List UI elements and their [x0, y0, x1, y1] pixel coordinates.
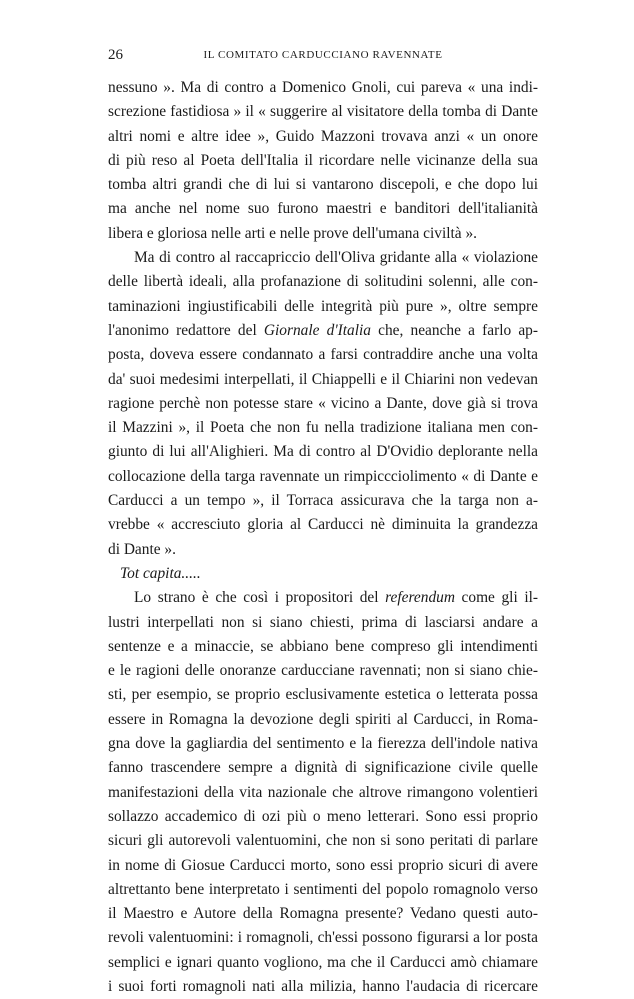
text-line: [108, 125, 538, 149]
text-run: sicuri gli autorevoli valentuomini, che non si sono peritati di parlare: [108, 832, 538, 850]
text-line: [108, 368, 538, 392]
text-run: essere in Romagna la devozione degli spiriti al Carducci, in Roma-: [108, 710, 538, 728]
text-run: in nome di Giosue Carducci morto, sono essi proprio sicuri di avere: [108, 856, 538, 874]
text-line: [108, 708, 538, 732]
text-run: altrettanto bene interpretato i sentimenti del popolo romagnolo verso: [108, 880, 538, 898]
text-line: [108, 805, 538, 829]
text-line: [108, 683, 538, 707]
text-line: [108, 100, 538, 124]
text-run: di più reso al Poeta dell'Italia il ricordare nelle vicinanze della sua: [108, 151, 538, 169]
text-run: posta, doveva essere condannato a farsi contraddire anche una volta: [108, 346, 538, 364]
text-run: il Maestro e Autore della Romagna presente? Vedano questi auto-: [108, 905, 538, 923]
text-run: altri nomi e altre idee », Guido Mazzoni trovava anzi « un onore: [108, 127, 538, 145]
text-run: ragione perchè non potesse stare « vicino a Dante, dove già si trova: [108, 394, 538, 412]
text-run: da' suoi medesimi interpellati, il Chiappelli e il Chiarini non vedevan: [108, 370, 538, 388]
text-line: [108, 440, 538, 464]
text-line: [108, 902, 538, 926]
text-line: [108, 538, 538, 562]
text-run: Lo strano è che così i propositori del: [134, 589, 386, 607]
text-run: Ma di contro al raccapriccio dell'Oliva gridante alla « violazione: [134, 249, 538, 267]
italic-text: Giornale d'Italia: [263, 321, 371, 339]
text-line: [108, 926, 538, 950]
text-run: gna dove la gagliardia del sentimento e la fierezza dell'indole nativa: [108, 735, 538, 753]
text-line: [108, 635, 538, 659]
page-header: [108, 46, 538, 66]
text-run: di Dante ».: [108, 540, 176, 558]
text-run: vrebbe « accresciuto gloria al Carducci nè diminuita la grandezza: [108, 516, 538, 534]
text-run: libera e gloriosa nelle arti e nelle prove dell'umana civiltà ».: [108, 224, 478, 242]
text-run: collocazione della targa ravennate un rimpiccciolimento « di Dante e: [108, 467, 538, 485]
text-line: [108, 975, 538, 999]
text-run: nessuno ». Ma di contro a Domenico Gnoli, cui pareva « una indi-: [108, 79, 538, 96]
running-head: IL COMITATO CARDUCCIANO RAVENNATE: [203, 49, 443, 61]
text-run: sentenze e a minaccie, se abbiano bene compreso gli intendimenti: [108, 637, 538, 655]
text-run: revoli valentuomini: i romagnoli, ch'essi possono figurarsi a lor posta: [108, 929, 538, 947]
text-run: il Mazzini », il Poeta che non fu nella tradizione italiana men con-: [108, 419, 538, 437]
text-line: [108, 878, 538, 902]
text-run: lustri interpellati non si siano chiesti, prima di lasciarsi andare a: [108, 613, 538, 631]
text-run: e le ragioni delle onoranze carducciane ravennati; non si siano chie-: [108, 662, 538, 680]
text-line: [108, 732, 538, 756]
text-line: [108, 756, 538, 780]
italic-text: Tot capita.....: [120, 564, 201, 582]
text-run: i suoi forti romagnoli nati alla milizia, hanno l'audacia di ricercare: [108, 977, 538, 995]
text-line: [108, 392, 538, 416]
text-run: sti, per esempio, se proprio esclusivamente estetica o letterata possa: [108, 686, 538, 704]
text-line: [108, 246, 538, 270]
text-line: [108, 513, 538, 537]
text-line: [108, 659, 538, 683]
italic-text: referendum: [385, 589, 455, 607]
text-line: [108, 197, 538, 221]
text-line: [108, 149, 538, 173]
text-line: [108, 489, 538, 513]
body-text: [108, 76, 538, 999]
text-run: giunto di lui all'Alighieri. Ma di contro al D'Ovidio deplorante nella: [108, 443, 538, 461]
text-run: delle libertà ideali, alla profanazione di solitudini solenni, alle con-: [108, 273, 538, 291]
text-run: ma anche nel nome suo furono maestri e banditori dell'italianità: [108, 200, 538, 218]
text-run: screzione fastidiosa » il « suggerire al visitatore della tomba di Dante: [108, 103, 538, 121]
text-line: [108, 562, 538, 586]
text-line: [108, 951, 538, 975]
text-run: manifestazioni della vita nazionale che altrove rimangono volentieri: [108, 783, 538, 801]
text-line: [108, 465, 538, 489]
text-run: Carducci a un tempo », il Torraca assicurava che la targa non a-: [108, 492, 538, 510]
text-run: taminazioni ingiustificabili delle integrità più pure », oltre sempre: [108, 297, 538, 315]
text-run: come gli il-: [454, 589, 539, 607]
text-run: tomba altri grandi che di lui si vantarono discepoli, e che dopo lui: [108, 176, 538, 194]
text-line: [108, 611, 538, 635]
text-line: [108, 319, 538, 343]
text-run: che, neanche a farlo ap-: [370, 321, 538, 339]
text-run: semplici e ignari quanto vogliono, ma che il Carducci amò chiamare: [108, 953, 538, 971]
text-line: [108, 270, 538, 294]
text-line: [108, 781, 538, 805]
text-line: [108, 416, 538, 440]
page-number: 26: [108, 47, 123, 63]
text-line: [108, 586, 538, 610]
text-line: [108, 829, 538, 853]
text-line: [108, 173, 538, 197]
text-run: fanno trascendere sempre a dignità di significazione civile quelle: [108, 759, 538, 777]
text-run: l'anonimo redattore del: [108, 321, 264, 339]
text-line: [108, 295, 538, 319]
text-line: [108, 76, 538, 100]
text-line: [108, 343, 538, 367]
text-line: [108, 854, 538, 878]
text-run: sollazzo accademico di ozi più o meno letterari. Sono essi proprio: [108, 807, 538, 825]
text-line: [108, 222, 538, 246]
